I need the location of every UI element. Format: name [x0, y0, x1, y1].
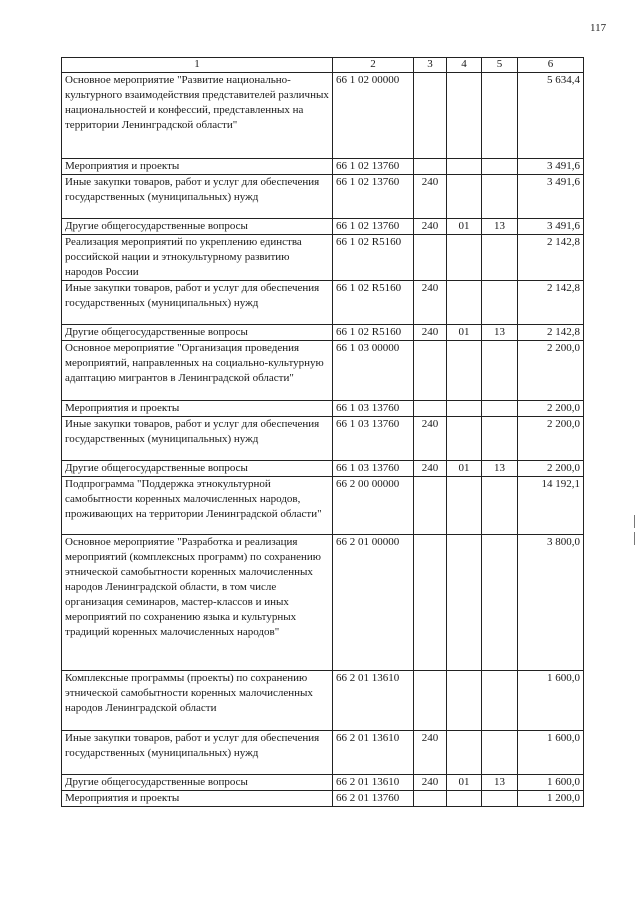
row-name: Мероприятия и проекты [62, 791, 333, 807]
row-csr-code: 66 1 03 00000 [333, 341, 414, 401]
scan-edge-mark [634, 515, 635, 528]
row-section: 01 [447, 325, 482, 341]
row-section [447, 477, 482, 535]
row-name: Другие общегосударственные вопросы [62, 775, 333, 791]
row-amount: 2 200,0 [518, 341, 584, 401]
table-row [62, 731, 584, 775]
row-expense-type [414, 671, 447, 731]
row-csr-code: 66 1 03 13760 [333, 401, 414, 417]
table-row [62, 159, 584, 175]
row-subsection [482, 417, 518, 461]
table-row [62, 417, 584, 461]
table-row [62, 219, 584, 235]
table-header [62, 58, 584, 73]
row-expense-type [414, 401, 447, 417]
table-row [62, 341, 584, 401]
row-expense-type [414, 73, 447, 159]
row-amount: 3 491,6 [518, 219, 584, 235]
row-amount: 2 142,8 [518, 281, 584, 325]
row-amount: 3 491,6 [518, 175, 584, 219]
row-name: Иные закупки товаров, работ и услуг для обеспечения государственных (муниципальных) нужд [62, 281, 333, 325]
row-section: 01 [447, 775, 482, 791]
table-row [62, 281, 584, 325]
row-name: Подпрограмма "Поддержка этнокультурной самобытности коренных малочисленных народов, проживающих на территории Ленинградской области" [62, 477, 333, 535]
row-name: Основное мероприятие "Организация проведения мероприятий, направленных на социально-культурную адаптацию мигрантов в Ленинградской области" [62, 341, 333, 401]
row-expense-type: 240 [414, 175, 447, 219]
header-col-2: 2 [333, 58, 414, 73]
table-row [62, 775, 584, 791]
row-csr-code: 66 2 01 13610 [333, 731, 414, 775]
budget-table [61, 57, 584, 807]
row-amount: 1 600,0 [518, 671, 584, 731]
row-section [447, 235, 482, 281]
row-section [447, 731, 482, 775]
row-amount: 1 600,0 [518, 775, 584, 791]
row-expense-type [414, 159, 447, 175]
table-body [62, 73, 584, 807]
row-name: Мероприятия и проекты [62, 159, 333, 175]
row-section: 01 [447, 219, 482, 235]
row-subsection [482, 281, 518, 325]
row-subsection: 13 [482, 325, 518, 341]
row-subsection [482, 477, 518, 535]
row-name: Другие общегосударственные вопросы [62, 219, 333, 235]
row-amount: 5 634,4 [518, 73, 584, 159]
table-row [62, 791, 584, 807]
row-csr-code: 66 2 01 13610 [333, 671, 414, 731]
header-col-5: 5 [482, 58, 518, 73]
table-row [62, 461, 584, 477]
header-col-1: 1 [62, 58, 333, 73]
page-number: 117 [590, 22, 607, 34]
row-csr-code: 66 1 02 00000 [333, 73, 414, 159]
row-name: Другие общегосударственные вопросы [62, 461, 333, 477]
row-subsection [482, 235, 518, 281]
row-csr-code: 66 2 01 00000 [333, 535, 414, 671]
table-row [62, 73, 584, 159]
row-name: Иные закупки товаров, работ и услуг для обеспечения государственных (муниципальных) нужд [62, 417, 333, 461]
row-section [447, 791, 482, 807]
row-name: Иные закупки товаров, работ и услуг для обеспечения государственных (муниципальных) нужд [62, 731, 333, 775]
scan-edge-mark [634, 532, 635, 545]
row-amount: 2 200,0 [518, 401, 584, 417]
row-amount: 2 200,0 [518, 461, 584, 477]
row-csr-code: 66 1 03 13760 [333, 417, 414, 461]
row-section [447, 159, 482, 175]
row-csr-code: 66 1 02 13760 [333, 219, 414, 235]
row-section [447, 417, 482, 461]
header-col-4: 4 [447, 58, 482, 73]
row-name: Основное мероприятие "Развитие национально-культурного взаимодействия представителей различных национальностей и конфессий, представленных на территории Ленинградской области" [62, 73, 333, 159]
row-name: Основное мероприятие "Разработка и реализация мероприятий (комплексных программ) по сохранению этнической самобытности коренных малочисленных народов Ленинградской области, в том числе организация семинаров, мастер-классов и иных мероприятий по сохранению языка и культурных традиций коренных малочисленных народов" [62, 535, 333, 671]
row-name: Иные закупки товаров, работ и услуг для обеспечения государственных (муниципальных) нужд [62, 175, 333, 219]
row-expense-type [414, 535, 447, 671]
row-subsection [482, 401, 518, 417]
row-expense-type: 240 [414, 325, 447, 341]
row-amount: 3 491,6 [518, 159, 584, 175]
row-subsection [482, 671, 518, 731]
table-row [62, 235, 584, 281]
row-subsection [482, 791, 518, 807]
row-name: Реализация мероприятий по укреплению единства российской нации и этнокультурному развитию народов России [62, 235, 333, 281]
row-amount: 1 600,0 [518, 731, 584, 775]
header-row [62, 58, 584, 73]
table-row [62, 477, 584, 535]
row-expense-type: 240 [414, 731, 447, 775]
row-subsection: 13 [482, 775, 518, 791]
row-expense-type: 240 [414, 281, 447, 325]
row-csr-code: 66 1 02 R5160 [333, 235, 414, 281]
table-row [62, 535, 584, 671]
row-expense-type [414, 341, 447, 401]
row-name: Мероприятия и проекты [62, 401, 333, 417]
row-section [447, 341, 482, 401]
row-name: Другие общегосударственные вопросы [62, 325, 333, 341]
row-expense-type: 240 [414, 461, 447, 477]
row-expense-type: 240 [414, 775, 447, 791]
row-section [447, 535, 482, 671]
row-csr-code: 66 2 01 13760 [333, 791, 414, 807]
row-subsection [482, 535, 518, 671]
header-col-3: 3 [414, 58, 447, 73]
row-section: 01 [447, 461, 482, 477]
row-csr-code: 66 2 01 13610 [333, 775, 414, 791]
row-subsection: 13 [482, 461, 518, 477]
row-expense-type [414, 791, 447, 807]
row-csr-code: 66 1 02 R5160 [333, 281, 414, 325]
row-section [447, 281, 482, 325]
row-section [447, 73, 482, 159]
row-subsection [482, 159, 518, 175]
row-subsection [482, 175, 518, 219]
row-subsection [482, 731, 518, 775]
row-subsection [482, 341, 518, 401]
row-csr-code: 66 2 00 00000 [333, 477, 414, 535]
row-csr-code: 66 1 03 13760 [333, 461, 414, 477]
row-section [447, 671, 482, 731]
row-section [447, 175, 482, 219]
table-row [62, 401, 584, 417]
row-amount: 14 192,1 [518, 477, 584, 535]
header-col-6: 6 [518, 58, 584, 73]
row-expense-type: 240 [414, 219, 447, 235]
row-amount: 1 200,0 [518, 791, 584, 807]
row-amount: 3 800,0 [518, 535, 584, 671]
row-amount: 2 142,8 [518, 325, 584, 341]
row-name: Комплексные программы (проекты) по сохранению этнической самобытности коренных малочисленных народов Ленинградской области [62, 671, 333, 731]
row-amount: 2 142,8 [518, 235, 584, 281]
row-expense-type [414, 477, 447, 535]
row-expense-type [414, 235, 447, 281]
table-row [62, 325, 584, 341]
row-amount: 2 200,0 [518, 417, 584, 461]
row-csr-code: 66 1 02 R5160 [333, 325, 414, 341]
row-csr-code: 66 1 02 13760 [333, 175, 414, 219]
row-section [447, 401, 482, 417]
table-row [62, 175, 584, 219]
row-subsection [482, 73, 518, 159]
row-expense-type: 240 [414, 417, 447, 461]
table-row [62, 671, 584, 731]
row-csr-code: 66 1 02 13760 [333, 159, 414, 175]
row-subsection: 13 [482, 219, 518, 235]
